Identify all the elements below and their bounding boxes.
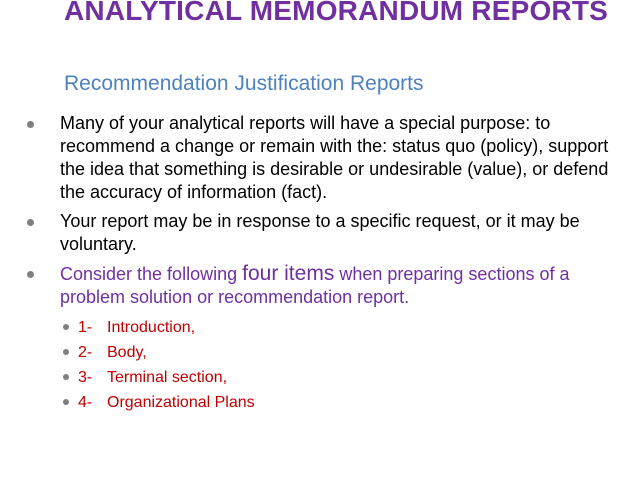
item-label: Body, xyxy=(107,344,147,361)
list-item xyxy=(60,340,620,365)
list-item xyxy=(60,365,620,390)
bullet-dot-icon xyxy=(63,399,69,405)
item-number: 1- xyxy=(78,319,93,336)
bullet-point xyxy=(20,210,620,256)
item-number: 4- xyxy=(78,394,93,411)
slide-subtitle: Recommendation Justification Reports xyxy=(64,72,424,95)
items-list xyxy=(20,315,620,415)
item-number: 2- xyxy=(78,344,93,361)
slide-content xyxy=(20,112,620,415)
item-label: Organizational Plans xyxy=(107,394,255,411)
bullet-dot-icon xyxy=(27,271,34,278)
slide-title: ANALYTICAL MEMORANDUM REPORTS xyxy=(64,0,609,26)
bullet-text: Your report may be in response to a specific request, or it may be voluntary. xyxy=(60,211,580,254)
bullet-dot-icon xyxy=(63,349,69,355)
bullet-dot-icon xyxy=(27,219,34,226)
item-label: Introduction, xyxy=(107,319,196,336)
bullet-dot-icon xyxy=(63,374,69,380)
bullet-text: Many of your analytical reports will have a special purpose: to recommend a change or remain with the: status quo (policy), support the idea that something is desirable or undesirable (value), or defend the accuracy of information (fact). xyxy=(60,113,609,202)
bullet-dot-icon xyxy=(27,121,34,128)
bullet-dot-icon xyxy=(63,324,69,330)
list-item xyxy=(60,315,620,340)
bullet-text-before: Consider the following xyxy=(60,264,238,284)
bullet-point xyxy=(20,112,620,204)
bullet-point-highlighted xyxy=(20,262,620,309)
list-item xyxy=(60,390,620,415)
item-number: 3- xyxy=(78,369,93,386)
item-label: Terminal section, xyxy=(107,369,228,386)
bullet-emphasis: four items xyxy=(242,262,335,285)
bullet-text-after: when preparing sections of a problem solution or recommendation report. xyxy=(60,264,570,307)
